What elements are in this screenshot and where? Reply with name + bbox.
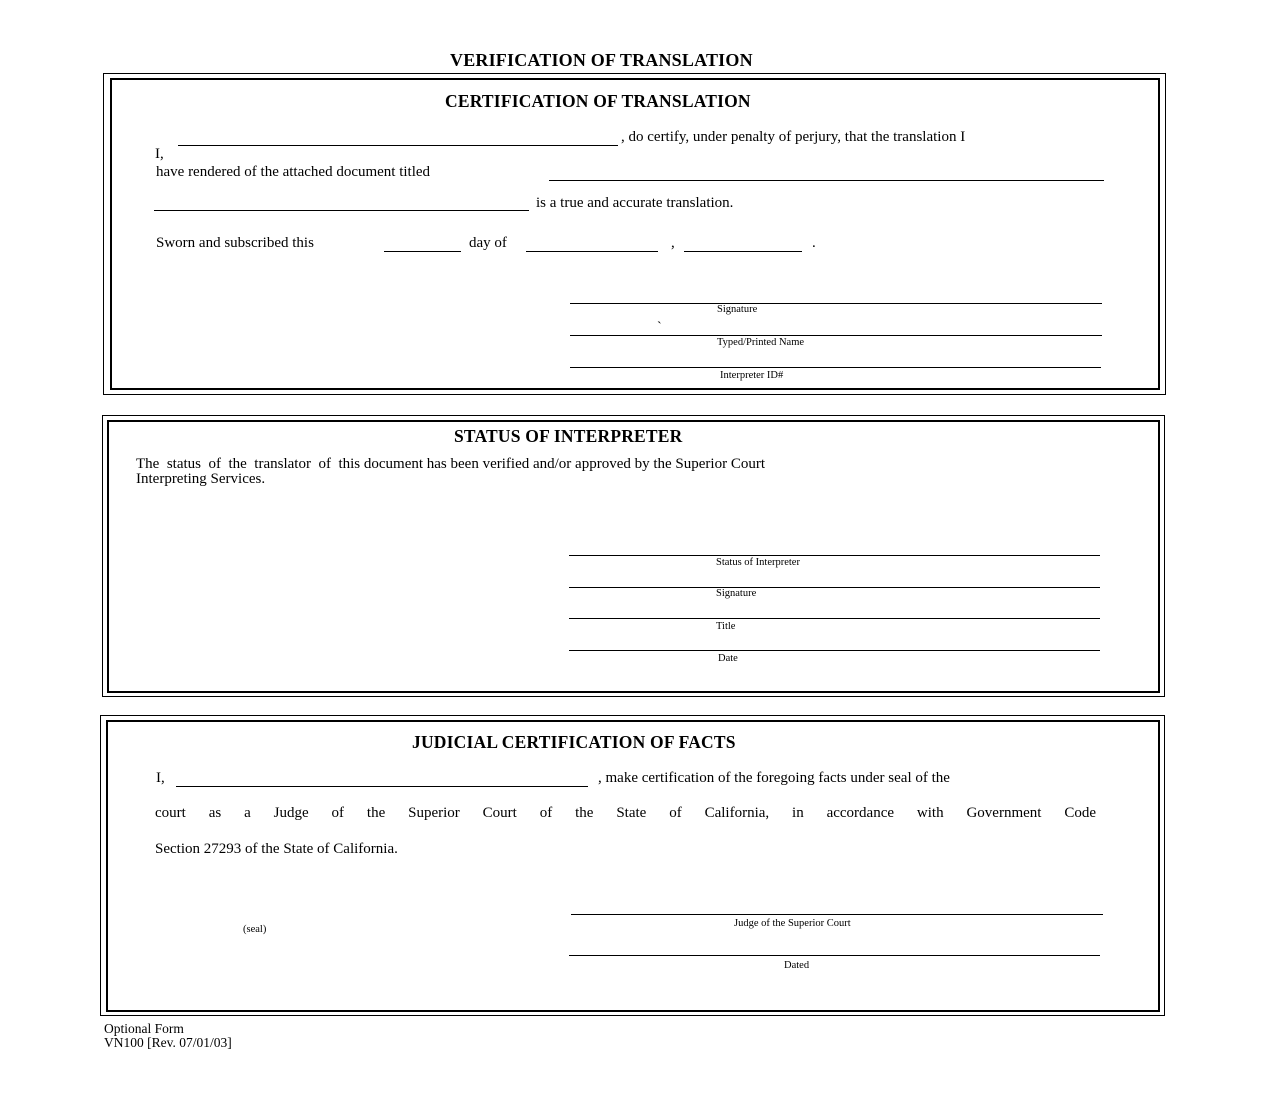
status-text-line-2: Interpreting Services. (136, 471, 266, 487)
certification-box (110, 78, 1160, 390)
judicial-line-2: court as a Judge of the Superior Court of the State of California, in accordance with Government Code (155, 805, 1096, 821)
rendered-text: have rendered of the attached document titled (156, 164, 431, 180)
status-signature-label: Signature (716, 588, 757, 599)
document-title: VERIFICATION OF TRANSLATION (450, 50, 753, 70)
signature-label: Signature (717, 304, 758, 315)
document-title-field-continued[interactable] (154, 210, 529, 211)
dated-line[interactable] (569, 955, 1100, 956)
sworn-month-field[interactable] (526, 251, 658, 252)
certify-text: , do certify, under penalty of perjury, that the translation I (621, 129, 966, 145)
certification-heading: CERTIFICATION OF TRANSLATION (445, 91, 751, 111)
judge-label: Judge of the Superior Court (734, 918, 851, 929)
day-of-text: day of (469, 235, 507, 251)
sworn-day-field[interactable] (384, 251, 461, 252)
comma-separator: , (671, 235, 675, 251)
seal-label: (seal) (243, 924, 267, 935)
judicial-line-3: Section 27293 of the State of California. (155, 841, 398, 857)
footer-form-number: VN100 [Rev. 07/01/03] (104, 1035, 232, 1050)
status-text-line-1: The status of the translator of this document has been verified and/or approved by the Superior Court (136, 456, 766, 472)
document-title-field[interactable] (549, 180, 1104, 181)
judicial-line-1-rest: , make certification of the foregoing facts under seal of the (598, 770, 950, 786)
sworn-year-field[interactable] (684, 251, 802, 252)
typed-name-label: Typed/Printed Name (717, 337, 805, 348)
judicial-pronoun-i: I, (156, 770, 165, 786)
interpreter-id-line[interactable] (570, 367, 1101, 368)
status-of-interpreter-label: Status of Interpreter (716, 557, 800, 568)
status-date-line[interactable] (569, 650, 1100, 651)
status-title-label: Title (716, 621, 736, 632)
dated-label: Dated (784, 960, 810, 971)
status-of-interpreter-line[interactable] (569, 555, 1100, 556)
status-signature-line[interactable] (569, 587, 1100, 588)
interpreter-id-label: Interpreter ID# (720, 370, 784, 381)
pronoun-i: I, (155, 146, 164, 162)
status-heading: STATUS OF INTERPRETER (454, 426, 683, 446)
stray-mark: ` (657, 320, 662, 335)
judicial-box (106, 720, 1160, 1012)
judicial-heading: JUDICIAL CERTIFICATION OF FACTS (412, 732, 736, 752)
status-date-label: Date (718, 653, 738, 664)
translator-signature-line[interactable] (570, 303, 1102, 304)
typed-name-line[interactable] (570, 335, 1102, 336)
translator-name-field[interactable] (178, 145, 618, 146)
sworn-text: Sworn and subscribed this (156, 235, 314, 251)
footer-form-type: Optional Form (104, 1021, 184, 1036)
true-translation-text: is a true and accurate translation. (536, 195, 734, 211)
status-title-line[interactable] (569, 618, 1100, 619)
judge-signature-line[interactable] (571, 914, 1103, 915)
period-mark: . (812, 235, 816, 251)
judge-name-field[interactable] (176, 786, 588, 787)
